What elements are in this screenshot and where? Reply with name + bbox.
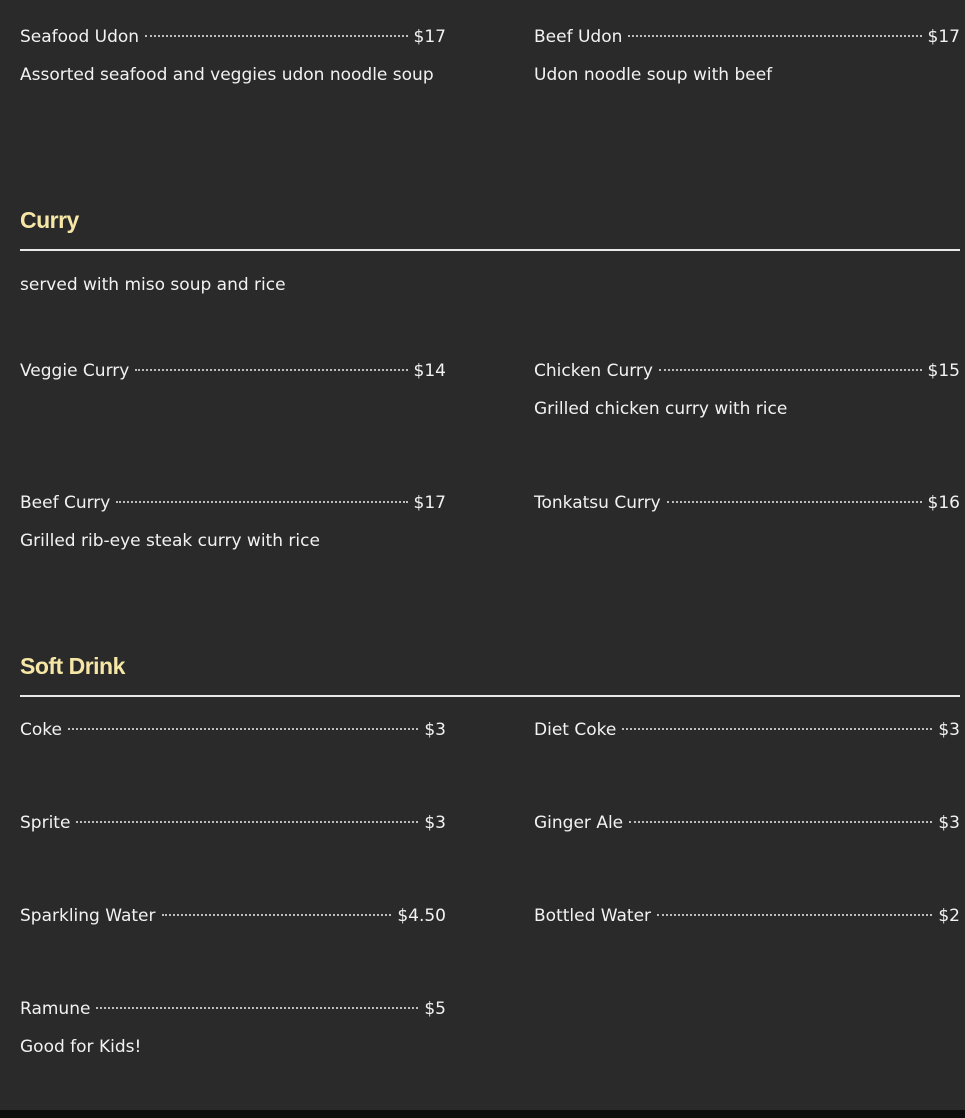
menu-item-row [534, 809, 960, 837]
menu-item-name: Tonkatsu Curry [534, 493, 661, 513]
menu-item-price: $5 [424, 999, 446, 1019]
menu-item-name: Veggie Curry [20, 361, 130, 381]
dot-leader [145, 35, 407, 37]
menu-item-row [20, 489, 446, 517]
menu-item-price: $4.50 [397, 906, 446, 926]
menu-item-price: $3 [424, 813, 446, 833]
menu-item-row [20, 809, 446, 837]
dot-leader [76, 821, 418, 823]
menu-item-price: $3 [938, 720, 960, 740]
dot-leader [96, 1007, 418, 1009]
menu-item-beef-curry [20, 489, 446, 555]
menu-item-sprite [20, 809, 446, 837]
menu-item-description: Udon noodle soup with beef [534, 65, 773, 85]
menu-item-price: $14 [413, 361, 446, 381]
section-title-curry: Curry [20, 207, 79, 233]
menu-item-name: Ramune [20, 999, 91, 1019]
menu-item-beef-udon [534, 23, 960, 89]
menu-item-price: $16 [927, 493, 960, 513]
menu-item-diet-coke [534, 716, 960, 744]
menu-item-description: Grilled rib-eye steak curry with rice [20, 531, 320, 551]
menu-item-name: Beef Udon [534, 27, 623, 47]
dot-leader [659, 369, 922, 371]
menu-item-name: Beef Curry [20, 493, 111, 513]
menu-item-ramune [20, 995, 446, 1061]
menu-item-name: Diet Coke [534, 720, 617, 740]
menu-item-bottled-water [534, 902, 960, 930]
dot-leader [667, 501, 922, 503]
menu-item-name: Ginger Ale [534, 813, 624, 833]
menu-item-price: $17 [413, 27, 446, 47]
section-title-soft-drink: Soft Drink [20, 653, 125, 679]
menu-item-row [534, 716, 960, 744]
menu-item-row [534, 902, 960, 930]
footer-bar [0, 1110, 965, 1118]
menu-item-price: $15 [927, 361, 960, 381]
menu-item-row [534, 357, 960, 385]
menu-item-row [20, 716, 446, 744]
menu-item-row [534, 23, 960, 51]
menu-item-price: $2 [938, 906, 960, 926]
section-note: served with miso soup and rice [20, 275, 286, 295]
dot-leader [657, 914, 932, 916]
menu-item-name: Sparkling Water [20, 906, 156, 926]
menu-item-chicken-curry [534, 357, 960, 423]
menu-item-row [20, 902, 446, 930]
menu-item-sparkling-water [20, 902, 446, 930]
menu-item-description: Grilled chicken curry with rice [534, 399, 788, 419]
menu-item-row [20, 357, 446, 385]
section-divider [20, 249, 960, 251]
dot-leader [135, 369, 407, 371]
menu-item-price: $3 [424, 720, 446, 740]
menu-item-description: Assorted seafood and veggies udon noodle soup [20, 65, 434, 85]
menu-item-veggie-curry [20, 357, 446, 385]
dot-leader [68, 728, 418, 730]
dot-leader [628, 35, 921, 37]
menu-item-row [20, 995, 446, 1023]
dot-leader [116, 501, 407, 503]
menu-item-price: $17 [413, 493, 446, 513]
dot-leader [622, 728, 932, 730]
menu-item-name: Sprite [20, 813, 71, 833]
menu-item-row [534, 489, 960, 517]
menu-item-ginger-ale [534, 809, 960, 837]
section-divider [20, 695, 960, 697]
menu-item-name: Chicken Curry [534, 361, 653, 381]
menu-item-name: Coke [20, 720, 62, 740]
menu-item-price: $17 [927, 27, 960, 47]
menu-item-row [20, 23, 446, 51]
menu-item-name: Seafood Udon [20, 27, 140, 47]
menu-item-tonkatsu-curry [534, 489, 960, 517]
menu-item-seafood-udon [20, 23, 446, 89]
menu-item-description: Good for Kids! [20, 1037, 142, 1057]
menu-item-name: Bottled Water [534, 906, 652, 926]
menu-item-price: $3 [938, 813, 960, 833]
dot-leader [162, 914, 392, 916]
menu-item-coke [20, 716, 446, 744]
dot-leader [629, 821, 932, 823]
